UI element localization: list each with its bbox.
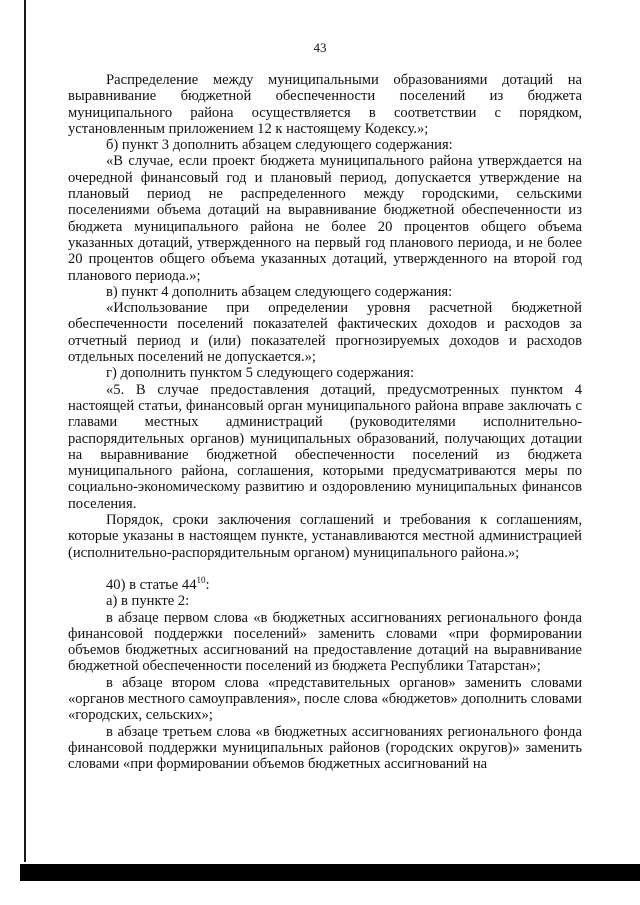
article-heading-suffix: :: [205, 576, 210, 593]
paragraph-10: а) в пункте 2:: [106, 593, 190, 610]
paragraph-7: «5. В случае предоставления дотаций, предусмотренных пунктом 4 настоящей статьи, финансовый орган муниципального района вправе заключать с главами местных администраций (руководителями исполнительно-распорядительных органов) муниципальных образований, получающих дотации на выравнивание бюджетной обеспеченности поселений из бюджета муниципального района, соглашения, которыми предусматриваются меры по социально-экономическому развитию и оздоровлению муниципальных финансов поселения.: [68, 381, 582, 512]
article-superscript: 10: [196, 575, 206, 586]
article-heading: [68, 577, 582, 593]
paragraph-6: г) дополнить пунктом 5 следующего содержания:: [106, 365, 415, 382]
paragraph-4: в) пункт 4 дополнить абзацем следующего содержания:: [106, 283, 453, 300]
left-scan-rule: [24, 0, 26, 862]
paragraph-5: «Использование при определении уровня расчетной бюджетной обеспеченности поселений показателей фактических доходов и расходов за отчетный период и (или) показателей прогнозируемых доходов и расходов отдельных поселений не допускается.»;: [68, 300, 582, 366]
paragraph-8: Порядок, сроки заключения соглашений и требования к соглашениям, которые указаны в настоящем пункте, устанавливаются местной администрацией (исполнительно-распорядительным органом) муниципального района.»;: [68, 512, 582, 561]
article-heading-text: 40) в статье 44: [106, 576, 197, 593]
paragraph-2: б) пункт 3 дополнить абзацем следующего содержания:: [106, 137, 453, 154]
paragraph-13: в абзаце третьем слова «в бюджетных ассигнованиях регионального фонда финансовой поддержки муниципальных районов (городских округов)» заменить словами «при формировании объемов бюджетных ассигнований на: [68, 723, 582, 773]
paragraph-12: в абзаце втором слова «представительных органов» заменить словами «органов местного самоуправления», после слова «бюджетов» дополнить словами «городских, сельских»;: [68, 674, 582, 724]
paragraph-11: в абзаце первом слова «в бюджетных ассигнованиях регионального фонда финансовой поддержки поселений» заменить словами «при формировании объемов бюджетных ассигнований на предоставление дотаций на выравнивание бюджетной обеспеченности поселений из бюджета Республики Татарстан»;: [68, 609, 582, 675]
document-body: [68, 72, 582, 772]
paragraph-3: «В случае, если проект бюджета муниципального района утверждается на очередной финансовый год и плановый период, допускается утверждение на плановый период не распределенного между городскими, сельскими поселениями объема дотаций на выравнивание бюджетной обеспеченности из бюджета муниципального района не более 20 процентов общего объема указанных дотаций, утвержденного на первый год планового периода, и не более 20 процентов общего объема указанных дотаций, утвержденного на второй год планового периода.»;: [68, 153, 582, 284]
scan-bottom-bar: [20, 864, 640, 881]
page-number: 43: [313, 40, 327, 55]
paragraph-1: Распределение между муниципальными образованиями дотаций на выравнивание бюджетной обеспеченности поселений из бюджета муниципального района осуществляется в соответствии с порядком, установленным приложением 12 к настоящему Кодексу.»;: [68, 72, 582, 137]
